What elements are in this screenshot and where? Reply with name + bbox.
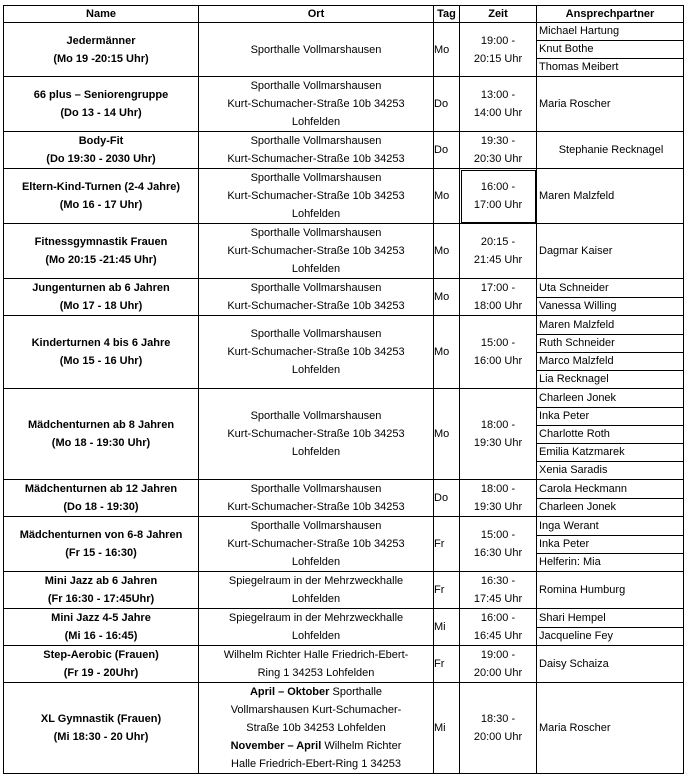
table-row bbox=[4, 389, 684, 480]
time-line: 18:00 - bbox=[480, 483, 516, 495]
time-line: 19:30 Uhr bbox=[473, 437, 523, 449]
table-row bbox=[4, 683, 684, 774]
day-cell: Fr bbox=[434, 572, 460, 609]
contact-cell bbox=[537, 23, 684, 77]
course-name-line: (Mo 17 - 18 Uhr) bbox=[59, 300, 143, 312]
time-cell bbox=[460, 683, 537, 774]
contact-name: Carola Heckmann bbox=[539, 482, 628, 495]
location-line: Kurt-Schumacher-Straße 10b 34253 bbox=[227, 538, 405, 550]
location-line: Kurt-Schumacher-Straße 10b 34253 bbox=[227, 501, 405, 513]
location-line bbox=[199, 683, 433, 701]
course-name-line: (Do 19:30 - 2030 Uhr) bbox=[46, 153, 156, 165]
location-line: Spiegelraum in der Mehrzweckhalle bbox=[228, 575, 404, 587]
location-cell bbox=[199, 646, 434, 683]
contact-name: Thomas Meibert bbox=[537, 58, 683, 76]
contact-cell bbox=[537, 316, 684, 389]
time-cell bbox=[460, 480, 537, 517]
time-line: 20:15 - bbox=[480, 236, 516, 248]
time-line: 20:30 Uhr bbox=[473, 153, 523, 165]
time-line: 16:45 Uhr bbox=[473, 630, 523, 642]
time-line: 17:45 Uhr bbox=[473, 593, 523, 605]
time-line: 16:00 Uhr bbox=[473, 355, 523, 367]
course-name-cell bbox=[4, 132, 199, 169]
day-cell: Do bbox=[434, 132, 460, 169]
location-cell bbox=[199, 683, 434, 774]
time-line: 21:45 Uhr bbox=[473, 254, 523, 266]
contact-name: Inka Peter bbox=[537, 535, 683, 553]
table-row bbox=[4, 279, 684, 316]
time-line: 17:00 - bbox=[480, 282, 516, 294]
location-line bbox=[199, 719, 433, 737]
contact-list bbox=[537, 518, 683, 571]
course-name-cell bbox=[4, 224, 199, 279]
course-name-line: (Mi 16 - 16:45) bbox=[64, 630, 138, 642]
contact-cell bbox=[537, 224, 684, 279]
header-ort: Ort bbox=[199, 6, 434, 23]
course-name-line: (Do 18 - 19:30) bbox=[63, 501, 139, 513]
location-line: Sporthalle Vollmarshausen bbox=[250, 410, 382, 422]
contact-list bbox=[537, 610, 683, 645]
location-line: Sporthalle Vollmarshausen bbox=[250, 135, 382, 147]
location-cell bbox=[199, 480, 434, 517]
day-cell: Do bbox=[434, 77, 460, 132]
time-line: 19:30 Uhr bbox=[473, 501, 523, 513]
course-name-line: Mädchenturnen ab 8 Jahren bbox=[27, 419, 175, 431]
location-cell bbox=[199, 389, 434, 480]
table-row bbox=[4, 609, 684, 646]
day-cell: Mo bbox=[434, 224, 460, 279]
time-cell bbox=[460, 517, 537, 572]
location-line: Lohfelden bbox=[291, 263, 341, 275]
time-line: 18:00 - bbox=[480, 419, 516, 431]
location-line: Kurt-Schumacher-Straße 10b 34253 bbox=[227, 245, 405, 257]
time-line: 15:00 - bbox=[480, 529, 516, 541]
time-line: 14:00 Uhr bbox=[473, 107, 523, 119]
course-name-line: (Mo 20:15 -21:45 Uhr) bbox=[45, 254, 157, 266]
time-line: 16:00 - bbox=[480, 181, 516, 193]
location-line: Kurt-Schumacher-Straße 10b 34253 bbox=[227, 98, 405, 110]
location-line bbox=[199, 701, 433, 719]
course-name-line: Mini Jazz 4-5 Jahre bbox=[51, 612, 151, 624]
course-name-cell bbox=[4, 480, 199, 517]
course-name-cell bbox=[4, 169, 199, 224]
contact-name: Knut Bothe bbox=[537, 40, 683, 58]
location-cell bbox=[199, 23, 434, 77]
day-cell: Mo bbox=[434, 316, 460, 389]
location-line: Sporthalle Vollmarshausen bbox=[250, 483, 382, 495]
contact-name: Michael Hartung bbox=[539, 25, 620, 37]
course-name-cell bbox=[4, 609, 199, 646]
location-line: Wilhelm Richter Halle Friedrich-Ebert- bbox=[223, 649, 409, 661]
time-line: 19:30 - bbox=[480, 135, 516, 147]
course-name-line: Mädchenturnen ab 12 Jahren bbox=[24, 483, 178, 495]
contact-name: Uta Schneider bbox=[539, 281, 609, 294]
time-line: 19:00 - bbox=[480, 649, 516, 661]
course-name-cell bbox=[4, 77, 199, 132]
location-cell bbox=[199, 609, 434, 646]
location-cell bbox=[199, 279, 434, 316]
time-line: 13:00 - bbox=[480, 89, 516, 101]
time-cell bbox=[460, 572, 537, 609]
contact-name: Charlotte Roth bbox=[537, 425, 683, 443]
time-line: 18:00 Uhr bbox=[473, 300, 523, 312]
contact-cell bbox=[537, 683, 684, 774]
location-text: Straße 10b 34253 Lohfelden bbox=[246, 722, 386, 734]
contact-name: Jacqueline Fey bbox=[537, 627, 683, 645]
contact-name: Inga Werant bbox=[539, 519, 599, 532]
location-cell bbox=[199, 517, 434, 572]
location-line: Sporthalle Vollmarshausen bbox=[250, 43, 382, 56]
location-line: Lohfelden bbox=[291, 364, 341, 376]
time-cell bbox=[460, 279, 537, 316]
contact-cell bbox=[537, 77, 684, 132]
table-row bbox=[4, 224, 684, 279]
location-text: Halle Friedrich-Ebert-Ring 1 34253 bbox=[231, 758, 401, 770]
time-cell bbox=[460, 646, 537, 683]
contact-cell bbox=[537, 517, 684, 572]
location-line: Sporthalle Vollmarshausen bbox=[250, 328, 382, 340]
table-row bbox=[4, 77, 684, 132]
time-cell bbox=[460, 224, 537, 279]
location-text: Wilhelm Richter bbox=[321, 740, 402, 752]
time-line: 20:15 Uhr bbox=[473, 52, 523, 65]
table-row bbox=[4, 646, 684, 683]
day-cell: Mo bbox=[434, 169, 460, 224]
header-tag: Tag bbox=[434, 6, 460, 23]
course-name-line: (Fr 16:30 - 17:45Uhr) bbox=[47, 593, 155, 605]
location-cell bbox=[199, 132, 434, 169]
time-line: 15:00 - bbox=[480, 337, 516, 349]
table-row bbox=[4, 316, 684, 389]
time-line: 19:00 - bbox=[480, 34, 516, 47]
contact-name: Charleen Jonek bbox=[539, 391, 617, 404]
season-label: April – Oktober bbox=[249, 686, 330, 698]
course-name-line: Eltern-Kind-Turnen (2-4 Jahre) bbox=[21, 181, 181, 193]
time-line: 20:00 Uhr bbox=[473, 731, 523, 743]
location-line: Lohfelden bbox=[291, 208, 341, 220]
course-name-line: Kinderturnen 4 bis 6 Jahre bbox=[31, 337, 171, 349]
time-cell bbox=[460, 132, 537, 169]
location-line: Lohfelden bbox=[291, 630, 341, 642]
course-name-line: 66 plus – Seniorengruppe bbox=[33, 89, 169, 101]
header-ansprechpartner: Ansprechpartner bbox=[537, 6, 684, 23]
contact-name: Daisy Schaiza bbox=[539, 658, 609, 670]
course-name-line: (Fr 15 - 16:30) bbox=[65, 547, 137, 559]
location-line: Ring 1 34253 Lohfelden bbox=[257, 667, 375, 679]
course-name-line: Jedermänner bbox=[66, 34, 136, 47]
schedule-table bbox=[3, 5, 684, 774]
course-name-line: (Fr 19 - 20Uhr) bbox=[63, 667, 139, 679]
table-row bbox=[4, 23, 684, 77]
contact-name: Stephanie Recknagel bbox=[558, 144, 664, 156]
course-name-cell bbox=[4, 389, 199, 480]
location-cell bbox=[199, 316, 434, 389]
course-name-line: Body-Fit bbox=[78, 135, 124, 147]
time-line: 16:30 - bbox=[480, 575, 516, 587]
location-cell bbox=[199, 572, 434, 609]
location-line: Kurt-Schumacher-Straße 10b 34253 bbox=[227, 153, 405, 165]
contact-name: Romina Humburg bbox=[539, 584, 626, 596]
time-cell bbox=[460, 316, 537, 389]
contact-name: Charleen Jonek bbox=[537, 498, 683, 516]
course-name-line: (Mo 19 -20:15 Uhr) bbox=[53, 52, 149, 65]
location-line: Lohfelden bbox=[291, 116, 341, 128]
location-line: Kurt-Schumacher-Straße 10b 34253 bbox=[227, 300, 405, 312]
contact-list bbox=[537, 280, 683, 315]
course-name-cell bbox=[4, 279, 199, 316]
contact-list bbox=[537, 23, 683, 76]
location-line: Sporthalle Vollmarshausen bbox=[250, 80, 382, 92]
contact-name: Ruth Schneider bbox=[537, 334, 683, 352]
course-name-line: Jungenturnen ab 6 Jahren bbox=[32, 282, 170, 294]
location-line: Sporthalle Vollmarshausen bbox=[250, 282, 382, 294]
contact-name: Lia Recknagel bbox=[537, 370, 683, 388]
location-line: Sporthalle Vollmarshausen bbox=[250, 227, 382, 239]
location-cell bbox=[199, 169, 434, 224]
day-cell: Mi bbox=[434, 683, 460, 774]
location-cell bbox=[199, 224, 434, 279]
location-line: Kurt-Schumacher-Straße 10b 34253 bbox=[227, 428, 405, 440]
contact-name: Maria Roscher bbox=[539, 98, 611, 110]
location-line bbox=[199, 755, 433, 773]
contact-cell bbox=[537, 609, 684, 646]
course-name-cell bbox=[4, 23, 199, 77]
time-line: 17:00 Uhr bbox=[473, 199, 523, 211]
contact-cell bbox=[537, 279, 684, 316]
time-cell bbox=[460, 169, 537, 224]
location-line: Sporthalle Vollmarshausen bbox=[250, 520, 382, 532]
contact-name: Dagmar Kaiser bbox=[539, 245, 613, 257]
course-name-line: (Mo 16 - 17 Uhr) bbox=[59, 199, 143, 211]
course-name-line: Mädchenturnen von 6-8 Jahren bbox=[19, 529, 183, 541]
location-line: Lohfelden bbox=[291, 556, 341, 568]
table-row bbox=[4, 572, 684, 609]
contact-name: Marco Malzfeld bbox=[537, 352, 683, 370]
day-cell: Mo bbox=[434, 279, 460, 316]
time-line: 18:30 - bbox=[480, 713, 516, 725]
contact-list bbox=[537, 390, 683, 479]
course-name-cell bbox=[4, 517, 199, 572]
day-cell: Mi bbox=[434, 609, 460, 646]
table-row bbox=[4, 517, 684, 572]
table-row bbox=[4, 169, 684, 224]
time-line: 20:00 Uhr bbox=[473, 667, 523, 679]
day-cell: Fr bbox=[434, 646, 460, 683]
header-row bbox=[4, 6, 684, 23]
contact-name: Shari Hempel bbox=[539, 611, 606, 624]
location-line: Sporthalle Vollmarshausen bbox=[250, 172, 382, 184]
course-name-line: Fitnessgymnastik Frauen bbox=[34, 236, 168, 248]
time-cell bbox=[460, 609, 537, 646]
location-line bbox=[199, 737, 433, 755]
contact-list bbox=[537, 481, 683, 516]
contact-name: Emilia Katzmarek bbox=[537, 443, 683, 461]
contact-list bbox=[537, 317, 683, 388]
contact-cell bbox=[537, 389, 684, 480]
time-line: 16:00 - bbox=[480, 612, 516, 624]
contact-name: Inka Peter bbox=[537, 407, 683, 425]
course-name-line: (Mi 18:30 - 20 Uhr) bbox=[53, 731, 149, 743]
course-name-cell bbox=[4, 646, 199, 683]
location-line: Lohfelden bbox=[291, 446, 341, 458]
contact-name: Xenia Saradis bbox=[537, 461, 683, 479]
time-line: 16:30 Uhr bbox=[473, 547, 523, 559]
time-cell bbox=[460, 23, 537, 77]
location-line: Kurt-Schumacher-Straße 10b 34253 bbox=[227, 346, 405, 358]
contact-name: Maren Malzfeld bbox=[539, 190, 615, 202]
location-text: Vollmarshausen Kurt-Schumacher- bbox=[230, 704, 402, 716]
location-line: Lohfelden bbox=[291, 593, 341, 605]
time-cell bbox=[460, 77, 537, 132]
course-name-line: (Mo 18 - 19:30 Uhr) bbox=[51, 437, 151, 449]
course-name-line: XL Gymnastik (Frauen) bbox=[40, 713, 162, 725]
course-name-line: Mini Jazz ab 6 Jahren bbox=[44, 575, 158, 587]
header-name: Name bbox=[4, 6, 199, 23]
location-line: Spiegelraum in der Mehrzweckhalle bbox=[228, 612, 404, 624]
course-name-line: Step-Aerobic (Frauen) bbox=[43, 649, 159, 661]
contact-cell bbox=[537, 480, 684, 517]
course-name-cell bbox=[4, 572, 199, 609]
contact-name: Maren Malzfeld bbox=[539, 318, 615, 331]
contact-name: Maria Roscher bbox=[539, 722, 611, 734]
day-cell: Fr bbox=[434, 517, 460, 572]
contact-cell bbox=[537, 169, 684, 224]
location-cell bbox=[199, 77, 434, 132]
day-cell: Mo bbox=[434, 23, 460, 77]
table-row bbox=[4, 480, 684, 517]
time-cell bbox=[460, 389, 537, 480]
table-body bbox=[4, 23, 684, 774]
contact-cell bbox=[537, 132, 684, 169]
season-label: November – April bbox=[230, 740, 322, 752]
course-name-line: (Mo 15 - 16 Uhr) bbox=[59, 355, 143, 367]
course-name-cell bbox=[4, 683, 199, 774]
contact-name: Helferin: Mia bbox=[537, 553, 683, 571]
header-zeit: Zeit bbox=[460, 6, 537, 23]
day-cell: Do bbox=[434, 480, 460, 517]
course-name-cell bbox=[4, 316, 199, 389]
course-name-line: (Do 13 - 14 Uhr) bbox=[60, 107, 142, 119]
contact-cell bbox=[537, 572, 684, 609]
location-line: Kurt-Schumacher-Straße 10b 34253 bbox=[227, 190, 405, 202]
location-text: Sporthalle bbox=[329, 686, 383, 698]
contact-cell bbox=[537, 646, 684, 683]
day-cell: Mo bbox=[434, 389, 460, 480]
contact-name: Vanessa Willing bbox=[537, 297, 683, 315]
table-row bbox=[4, 132, 684, 169]
